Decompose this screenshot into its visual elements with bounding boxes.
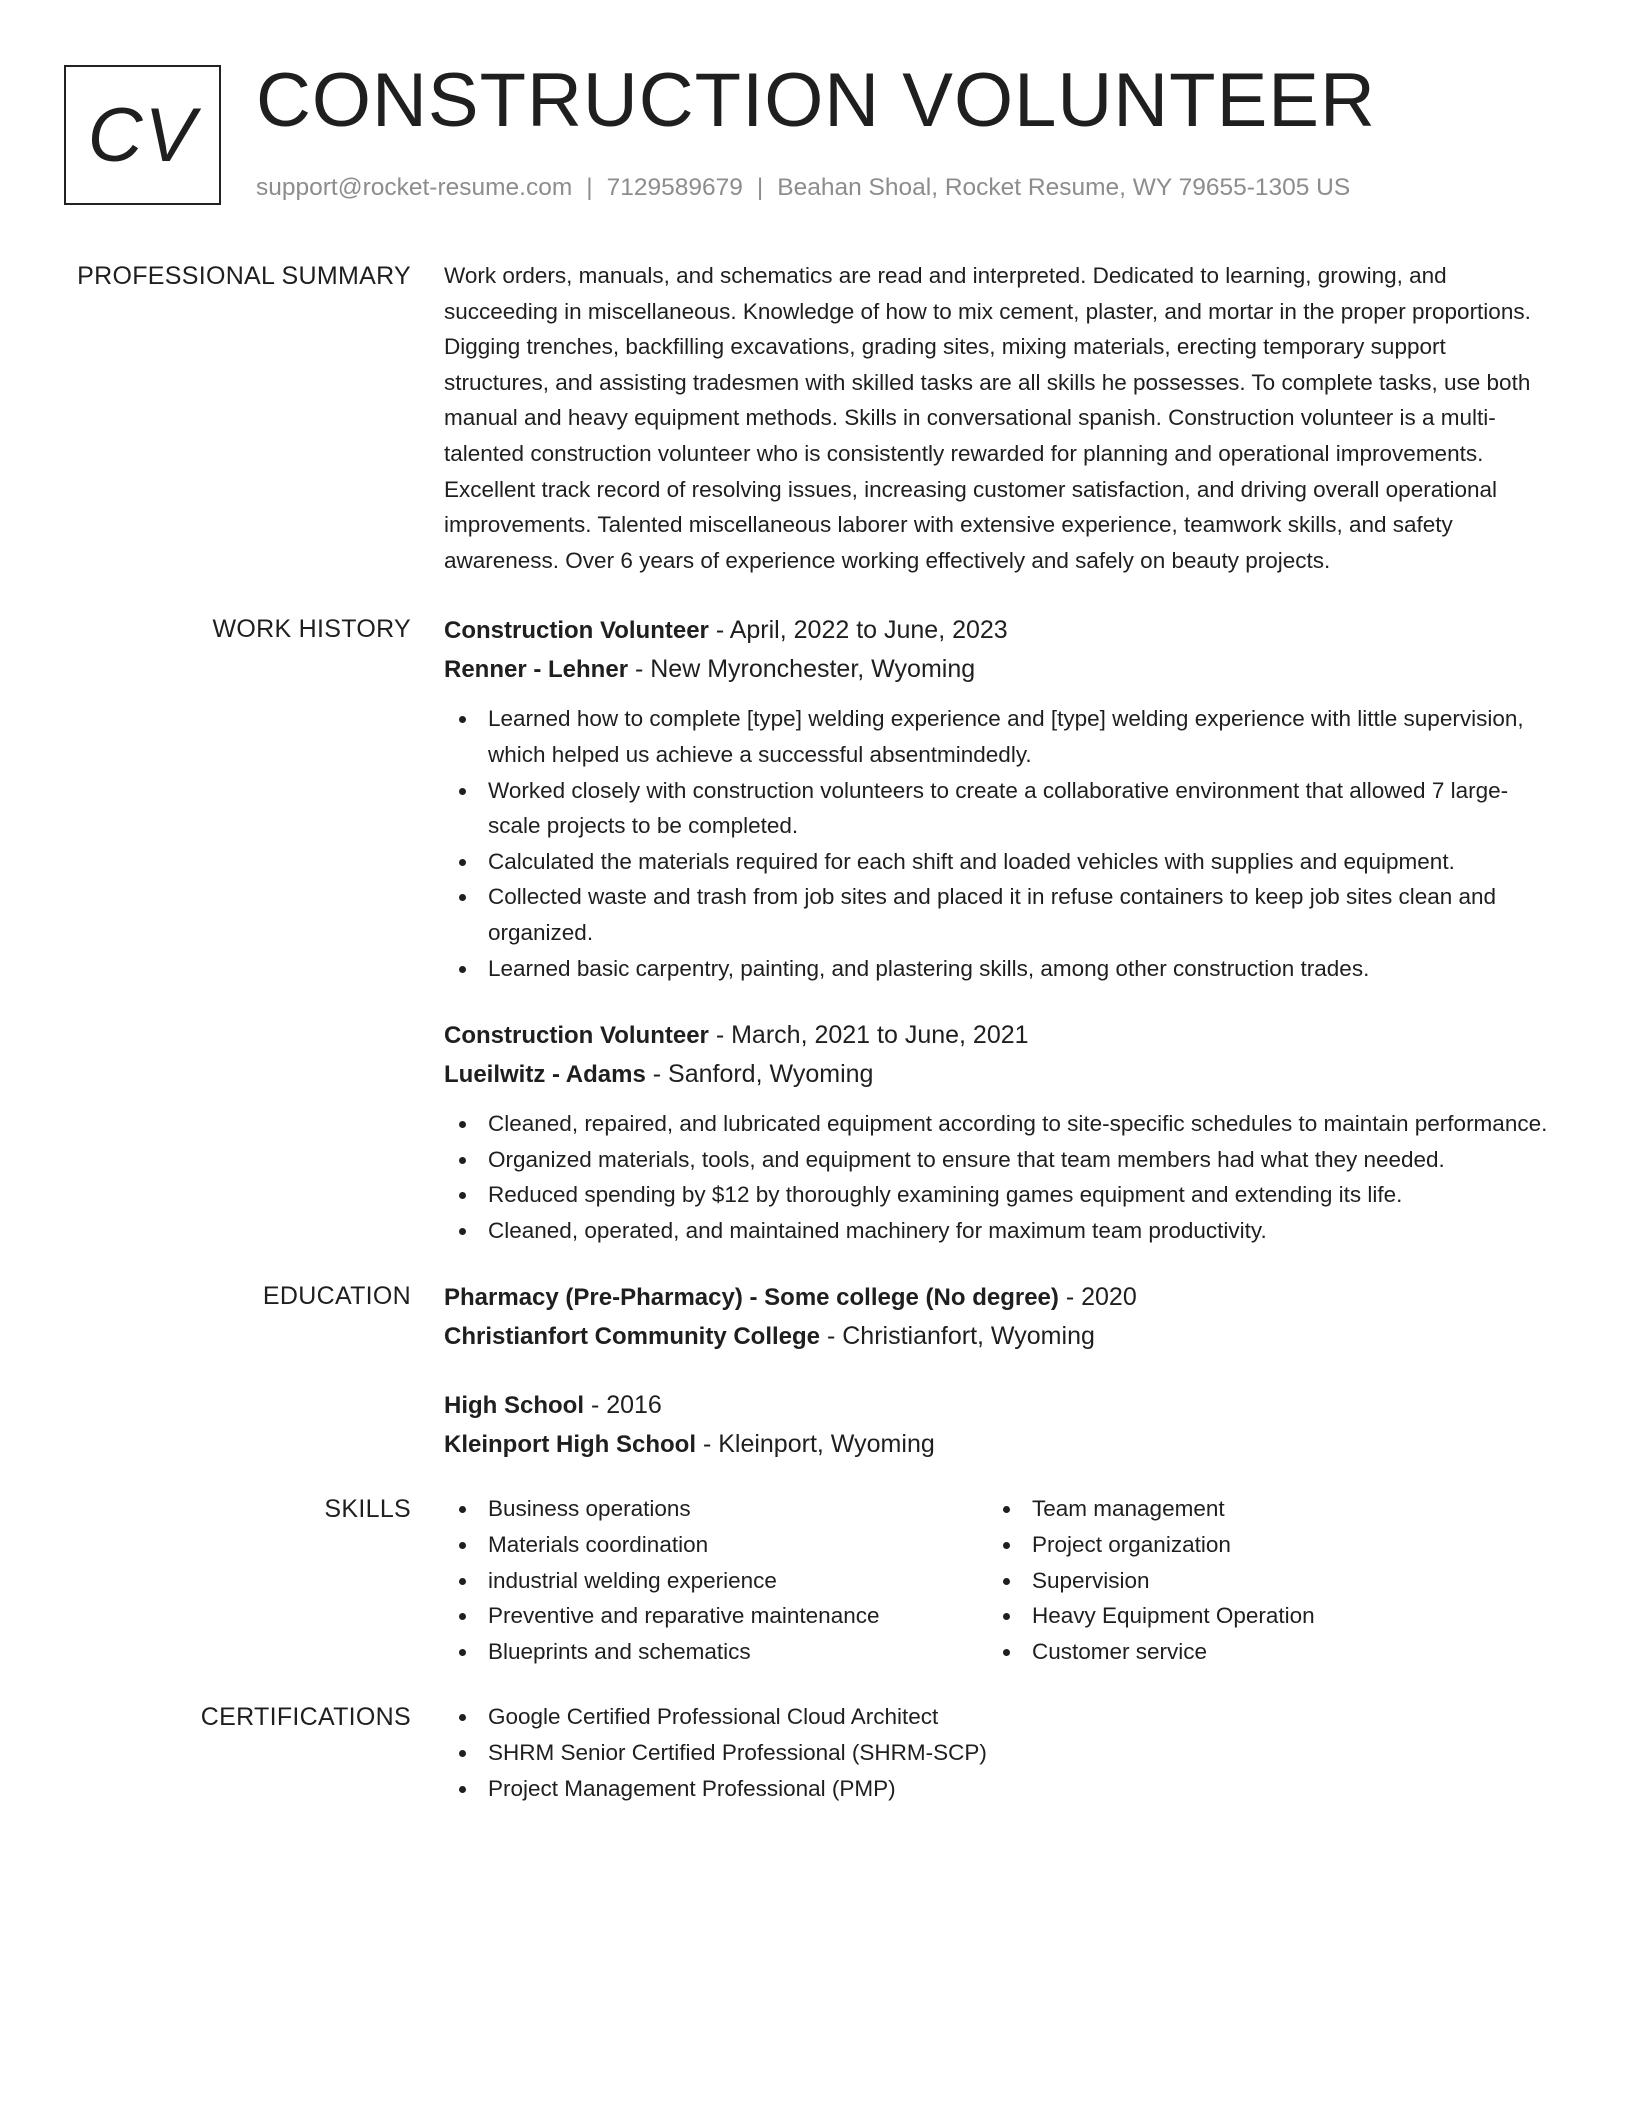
list-item: Team management — [988, 1491, 1488, 1527]
list-item: Heavy Equipment Operation — [988, 1598, 1488, 1634]
certifications-list — [444, 1699, 1554, 1806]
certifications-section — [0, 1699, 1632, 1806]
list-item: Learned how to complete [type] welding experience and [type] welding experience with little supervision, which helped us achieve a successful absentmindedly. — [444, 701, 1554, 772]
list-item: Organized materials, tools, and equipment to ensure that team members had what they needed. — [444, 1142, 1554, 1178]
job-role: Construction Volunteer — [444, 1022, 709, 1050]
skills-list-left — [444, 1491, 988, 1669]
job-location: - Sanford, Wyoming — [645, 1060, 874, 1089]
work-history-body — [444, 611, 1554, 1248]
list-item: Worked closely with construction volunteers to create a collaborative environment that allowed 7 large-scale projects to be completed. — [444, 773, 1554, 844]
skills-body — [444, 1491, 1554, 1669]
cv-logo — [64, 65, 221, 205]
job-dates: - March, 2021 to June, 2021 — [708, 1021, 1029, 1050]
education-location: - Christianfort, Wyoming — [820, 1322, 1095, 1351]
education-year: - 2016 — [584, 1391, 662, 1420]
job-entry — [444, 611, 1554, 986]
list-item: industrial welding experience — [444, 1563, 988, 1599]
job-company: Lueilwitz - Adams — [444, 1061, 646, 1089]
education-body — [444, 1278, 1554, 1464]
education-degree-line — [444, 1386, 1554, 1425]
cv-logo-text: CV — [87, 92, 198, 178]
summary-section — [0, 258, 1632, 578]
section-title-skills: SKILLS — [324, 1495, 411, 1524]
certifications-body — [444, 1699, 1554, 1806]
list-item: Learned basic carpentry, painting, and plastering skills, among other construction trades. — [444, 951, 1554, 987]
job-location: - New Myronchester, Wyoming — [628, 655, 976, 684]
section-title-work-history: WORK HISTORY — [212, 615, 411, 644]
contact-line — [256, 172, 1350, 204]
section-title-certifications: CERTIFICATIONS — [200, 1703, 411, 1732]
work-history-section — [0, 611, 1632, 1248]
section-title-education: EDUCATION — [262, 1282, 411, 1311]
summary-text: Work orders, manuals, and schematics are read and interpreted. Dedicated to learning, growing, and succeeding in miscellaneous. Knowledge of how to mix cement, plaster, and mortar in the proper proportions. Digging trenches, backfilling excavations, grading sites, mixing materials, erecting temporary support structures, and assisting tradesmen with skilled tasks are all skills he possesses. To complete tasks, use both manual and heavy equipment methods. Skills in conversational spanish. Construction volunteer is a multi-talented construction volunteer who is consistently rewarded for planning and operational improvements. Excellent track record of resolving issues, increasing customer satisfaction, and driving overall operational improvements. Talented miscellaneous laborer with extensive experience, teamwork skills, and safety awareness. Over 6 years of experience working effectively and safely on beauty projects. — [444, 263, 1531, 573]
education-entry — [444, 1386, 1554, 1464]
education-degree: Pharmacy (Pre-Pharmacy) - Some college (No degree) — [444, 1284, 1059, 1312]
job-dates: - April, 2022 to June, 2023 — [708, 616, 1008, 645]
resume-content — [0, 252, 1632, 1806]
list-item: Google Certified Professional Cloud Architect — [444, 1699, 1554, 1735]
skills-section — [0, 1491, 1632, 1669]
education-degree-line — [444, 1278, 1554, 1317]
list-item: Supervision — [988, 1563, 1488, 1599]
list-item: Blueprints and schematics — [444, 1634, 988, 1670]
contact-separator: | — [756, 174, 764, 201]
education-section — [0, 1278, 1632, 1464]
job-company: Renner - Lehner — [444, 656, 629, 684]
education-location: - Kleinport, Wyoming — [696, 1430, 935, 1459]
education-entry — [444, 1278, 1554, 1356]
list-item: Collected waste and trash from job sites and placed it in refuse containers to keep job sites clean and organized. — [444, 879, 1554, 950]
page-title: CONSTRUCTION VOLUNTEER — [256, 58, 1376, 143]
job-company-line — [444, 1055, 1554, 1094]
list-item: Business operations — [444, 1491, 988, 1527]
education-school-line — [444, 1317, 1554, 1356]
summary-body — [444, 258, 1554, 578]
list-item: Customer service — [988, 1634, 1488, 1670]
education-degree: High School — [444, 1392, 584, 1420]
job-title-line — [444, 611, 1554, 650]
section-title-summary: PROFESSIONAL SUMMARY — [77, 262, 411, 290]
job-bullets — [444, 1106, 1554, 1248]
job-role: Construction Volunteer — [444, 617, 709, 645]
contact-email: support@rocket-resume.com — [256, 174, 573, 201]
list-item: Project organization — [988, 1527, 1488, 1563]
list-item: Cleaned, operated, and maintained machinery for maximum team productivity. — [444, 1213, 1554, 1249]
contact-address: Beahan Shoal, Rocket Resume, WY 79655-1305 US — [777, 174, 1351, 201]
skills-list-right — [988, 1491, 1488, 1669]
education-school: Christianfort Community College — [444, 1323, 821, 1351]
job-title-line — [444, 1016, 1554, 1055]
contact-phone: 7129589679 — [606, 174, 743, 201]
education-school: Kleinport High School — [444, 1431, 696, 1459]
list-item: SHRM Senior Certified Professional (SHRM-SCP) — [444, 1735, 1554, 1771]
list-item: Project Management Professional (PMP) — [444, 1771, 1554, 1807]
contact-separator: | — [586, 174, 593, 201]
list-item: Calculated the materials required for each shift and loaded vehicles with supplies and equipment. — [444, 844, 1554, 880]
education-school-line — [444, 1425, 1554, 1464]
list-item: Materials coordination — [444, 1527, 988, 1563]
job-entry — [444, 1016, 1554, 1248]
list-item: Cleaned, repaired, and lubricated equipment according to site-specific schedules to maintain performance. — [444, 1106, 1554, 1142]
list-item: Preventive and reparative maintenance — [444, 1598, 988, 1634]
education-year: - 2020 — [1058, 1283, 1137, 1312]
job-bullets — [444, 701, 1554, 986]
job-company-line — [444, 650, 1554, 689]
list-item: Reduced spending by $12 by thoroughly examining games equipment and extending its life. — [444, 1177, 1554, 1213]
